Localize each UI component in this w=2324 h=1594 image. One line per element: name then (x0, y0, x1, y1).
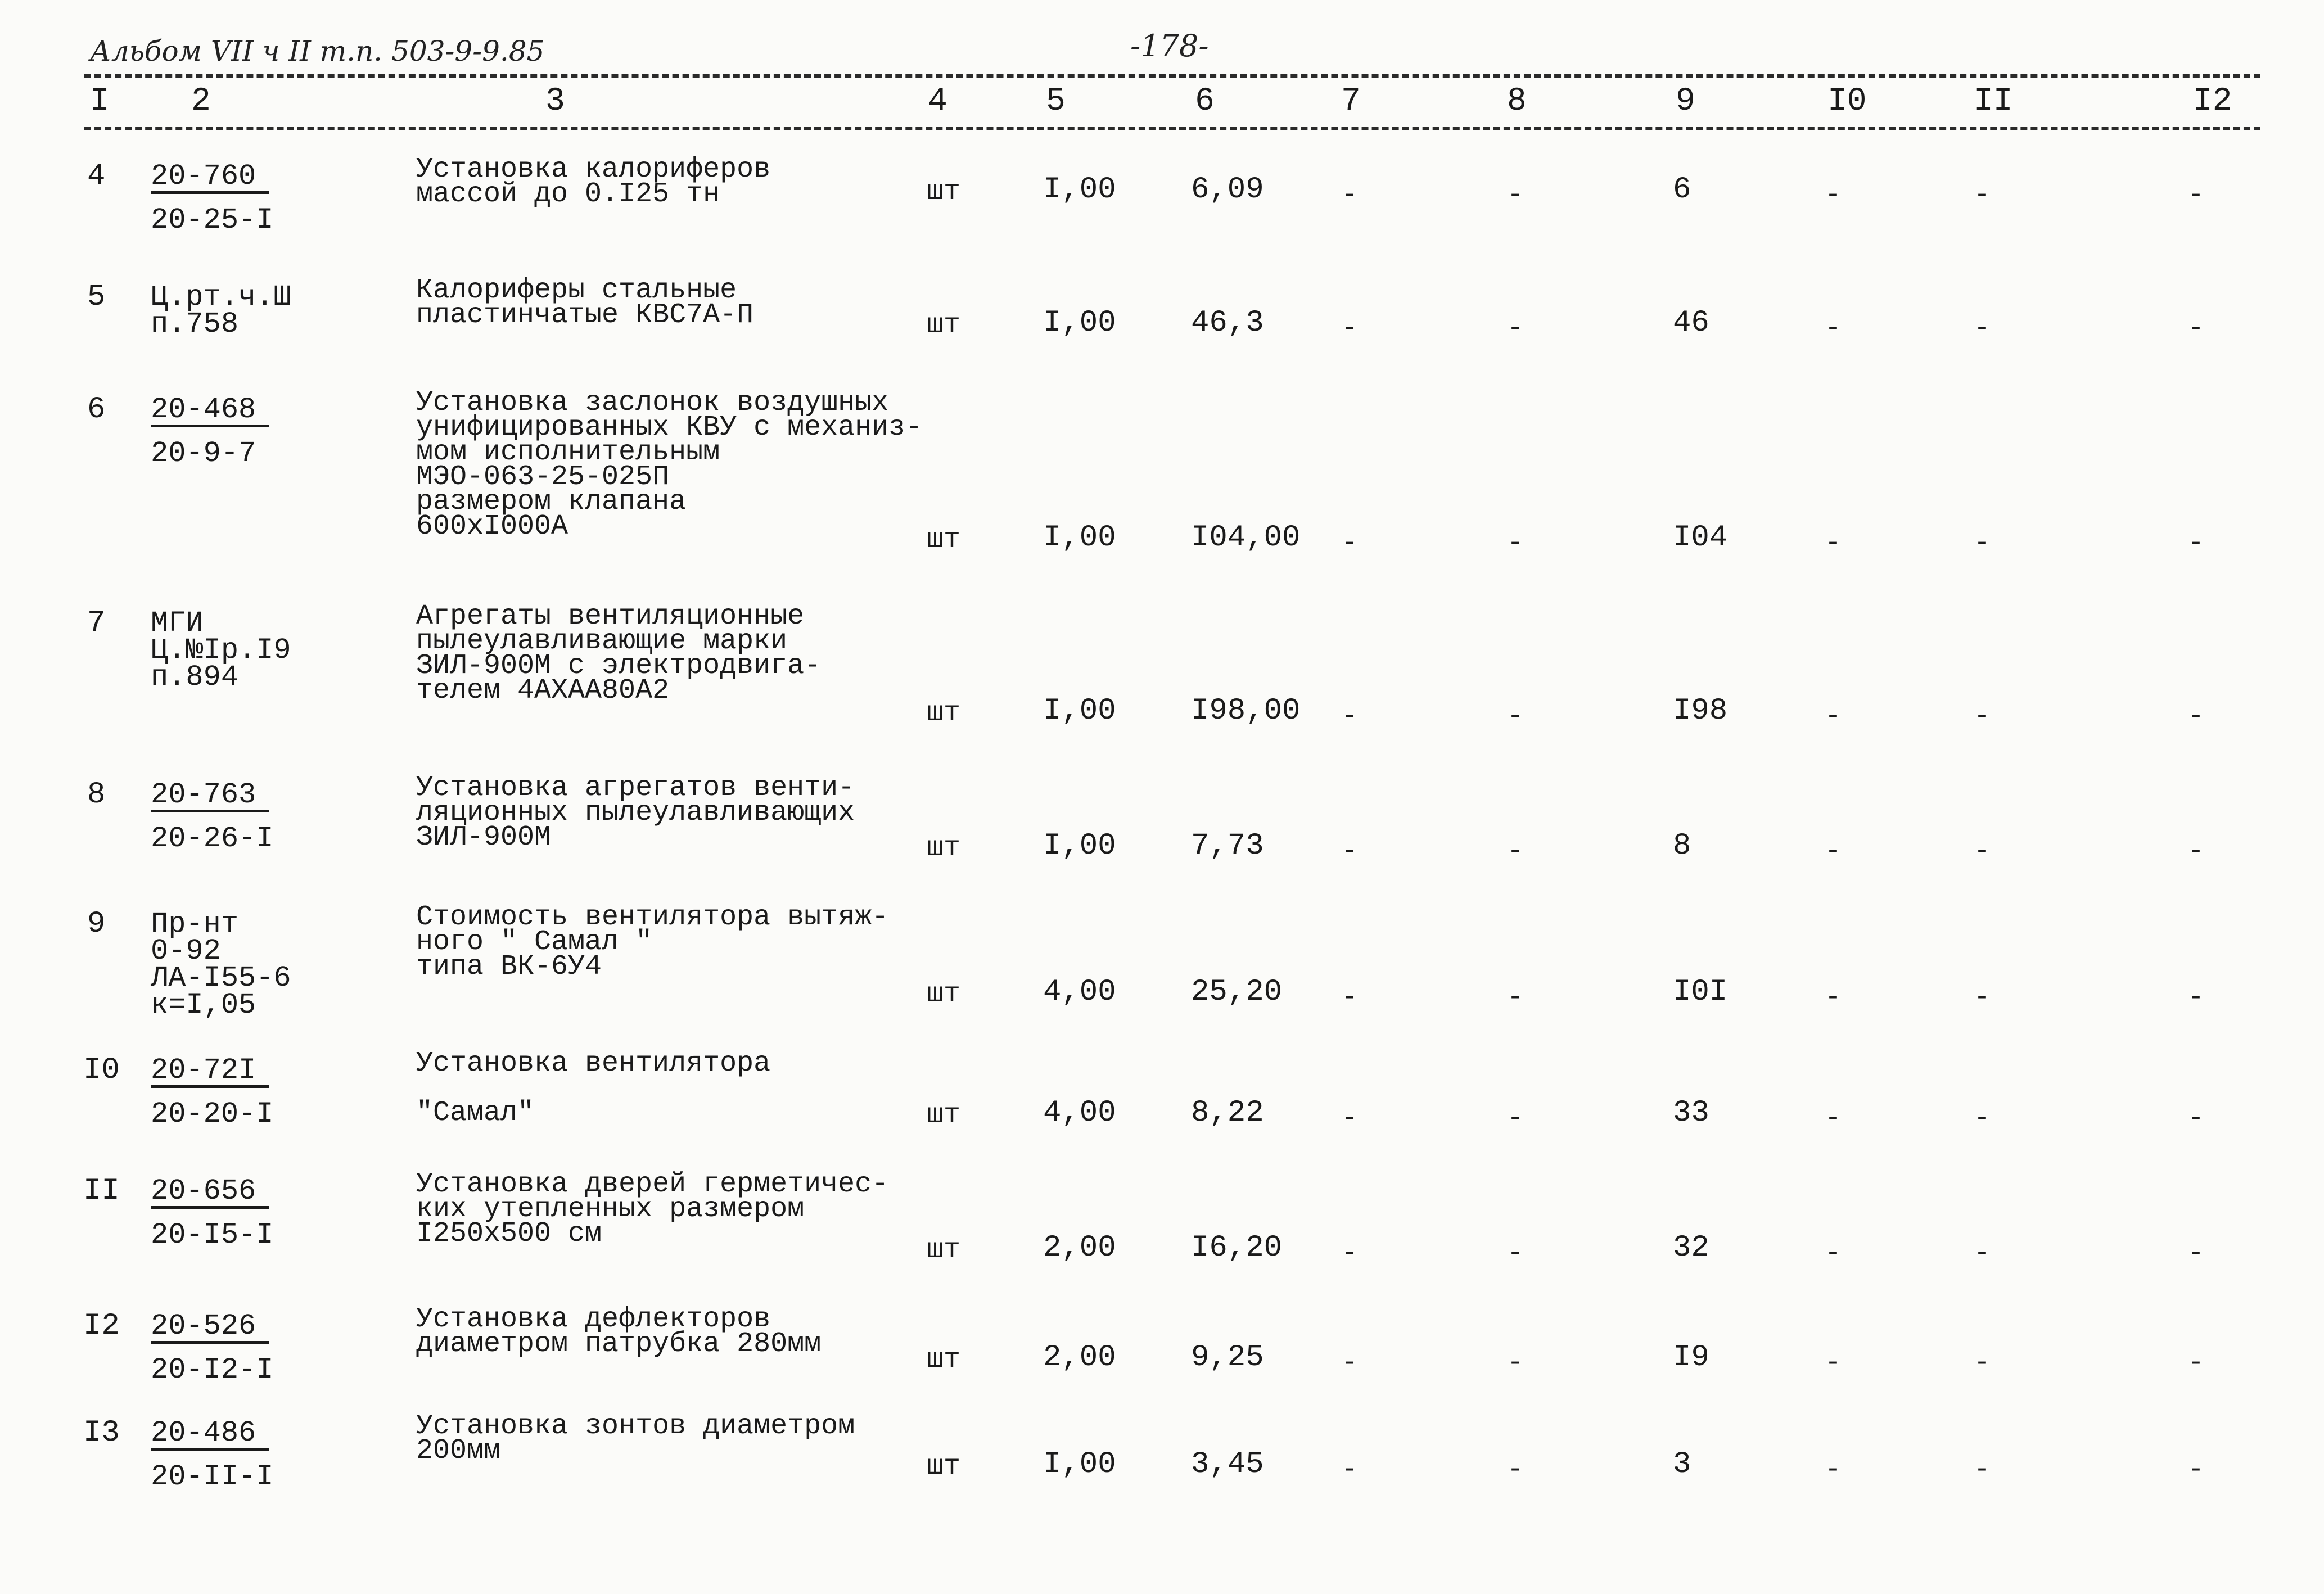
column-header-1: I (90, 83, 110, 120)
empty-value-c7: - (1341, 313, 1359, 345)
unit: шт (927, 1234, 961, 1266)
quantity: 4,00 (1043, 1096, 1116, 1130)
page-number: -178- (1130, 28, 1209, 64)
work-description: Стоимость вентилятора вытяж- ного " Самал " типа ВК-6У4 (416, 901, 889, 983)
total-value: I0I (1673, 975, 1728, 1009)
quantity: I,00 (1043, 694, 1116, 728)
empty-value-c8: - (1507, 1347, 1524, 1379)
column-header-8: 8 (1507, 83, 1527, 120)
unit-price: 25,20 (1191, 975, 1283, 1009)
column-header-6: 6 (1195, 83, 1215, 120)
empty-value-c8: - (1507, 527, 1524, 559)
unit: шт (927, 176, 961, 208)
unit: шт (927, 1451, 961, 1483)
norm-code: 20-72I (151, 1057, 269, 1088)
empty-value-c11: - (1974, 1347, 1991, 1379)
work-description: Установка дверей герметичес- ких утепленных размером I250х500 см (416, 1168, 889, 1250)
empty-value-c11: - (1974, 836, 1991, 868)
empty-value-c10: - (1825, 1454, 1842, 1486)
total-value: 32 (1673, 1231, 1709, 1265)
unit-price: I04,00 (1191, 521, 1301, 555)
quantity: I,00 (1043, 173, 1116, 207)
unit: шт (927, 978, 961, 1010)
empty-value-c11: - (1974, 701, 1991, 733)
unit: шт (927, 697, 961, 729)
quantity: 4,00 (1043, 975, 1116, 1009)
unit: шт (927, 524, 961, 556)
row-number: 7 (87, 606, 106, 640)
total-value: 8 (1673, 829, 1691, 863)
norm-code: 20-468 (151, 396, 269, 427)
unit-price: 7,73 (1191, 829, 1264, 863)
norm-code: 20-656 (151, 1178, 269, 1209)
empty-value-c8: - (1507, 313, 1524, 345)
norm-code: МГИ Ц.№Iр.I9 п.894 (151, 607, 291, 694)
norm-code-secondary: 20-I2-I (151, 1353, 274, 1387)
norm-code-secondary: 20-I5-I (151, 1218, 274, 1252)
column-header-2: 2 (191, 83, 211, 120)
empty-value-c12: - (2187, 527, 2205, 559)
empty-value-c8: - (1507, 1454, 1524, 1486)
empty-value-c12: - (2187, 982, 2205, 1014)
norm-code-secondary: 20-9-7 (151, 437, 256, 470)
work-description: Установка дефлекторов диаметром патрубка 280мм (416, 1303, 822, 1360)
total-value: I04 (1673, 521, 1728, 555)
norm-code: 20-760 (151, 163, 269, 194)
empty-value-c12: - (2187, 836, 2205, 868)
empty-value-c10: - (1825, 179, 1842, 211)
work-description: Агрегаты вентиляционные пылеулавливающие марки ЗИЛ-900М с электродвига- телем 4АХАА80А2 (416, 600, 822, 707)
work-description: Установка калориферов массой до 0.I25 тн (416, 153, 771, 210)
row-number: I0 (83, 1053, 120, 1087)
norm-code-secondary: 20-20-I (151, 1098, 274, 1131)
column-header-10: I0 (1827, 83, 1867, 120)
column-header-12: I2 (2193, 83, 2232, 120)
empty-value-c11: - (1974, 527, 1991, 559)
column-header-4: 4 (928, 83, 947, 120)
quantity: I,00 (1043, 1447, 1116, 1482)
column-header-7: 7 (1341, 83, 1361, 120)
empty-value-c11: - (1974, 1103, 1991, 1135)
row-number: I2 (83, 1309, 120, 1343)
row-number: 4 (87, 159, 106, 193)
unit-price: 3,45 (1191, 1447, 1264, 1482)
empty-value-c8: - (1507, 1238, 1524, 1270)
unit: шт (927, 309, 961, 341)
empty-value-c12: - (2187, 701, 2205, 733)
norm-code: 20-486 (151, 1420, 269, 1451)
unit-price: I98,00 (1191, 694, 1301, 728)
empty-value-c7: - (1341, 1347, 1359, 1379)
quantity: I,00 (1043, 521, 1116, 555)
empty-value-c12: - (2187, 1238, 2205, 1270)
quantity: I,00 (1043, 306, 1116, 340)
quantity: 2,00 (1043, 1231, 1116, 1265)
empty-value-c7: - (1341, 701, 1359, 733)
total-value: I98 (1673, 694, 1728, 728)
header-divider-top (84, 74, 2260, 78)
empty-value-c7: - (1341, 982, 1359, 1014)
empty-value-c12: - (2187, 1103, 2205, 1135)
empty-value-c8: - (1507, 1103, 1524, 1135)
empty-value-c10: - (1825, 982, 1842, 1014)
unit: шт (927, 1344, 961, 1376)
row-number: 5 (87, 280, 106, 314)
row-number: 8 (87, 778, 106, 812)
quantity: I,00 (1043, 829, 1116, 863)
work-description: Установка агрегатов венти- ляционных пылеулавливающих ЗИЛ-900М (416, 772, 855, 854)
row-number: 9 (87, 907, 106, 941)
empty-value-c10: - (1825, 313, 1842, 345)
empty-value-c11: - (1974, 313, 1991, 345)
work-description: Установка зонтов диаметром 200мм (416, 1410, 855, 1467)
unit: шт (927, 832, 961, 864)
empty-value-c8: - (1507, 836, 1524, 868)
work-description: Калориферы стальные пластинчатые КВС7А-П (416, 274, 754, 331)
norm-code-secondary: 20-26-I (151, 822, 274, 855)
work-description: Установка вентилятора "Самал" (416, 1047, 771, 1129)
empty-value-c11: - (1974, 1238, 1991, 1270)
quantity: 2,00 (1043, 1340, 1116, 1375)
column-header-5: 5 (1046, 83, 1066, 120)
total-value: 33 (1673, 1096, 1709, 1130)
column-header-11: II (1974, 83, 2013, 120)
empty-value-c8: - (1507, 179, 1524, 211)
norm-code: 20-763 (151, 782, 269, 812)
norm-code-secondary: 20-25-I (151, 204, 274, 237)
unit-price: 9,25 (1191, 1340, 1264, 1375)
norm-code: 20-526 (151, 1313, 269, 1344)
norm-code-secondary: 20-II-I (151, 1460, 274, 1493)
total-value: I9 (1673, 1340, 1709, 1375)
empty-value-c7: - (1341, 836, 1359, 868)
work-description: Установка заслонок воздушных унифицированных КВУ с механиз- мом исполнительным МЭО-063-25-025П размером клапана 600хI000А (416, 387, 923, 543)
empty-value-c10: - (1825, 836, 1842, 868)
empty-value-c11: - (1974, 179, 1991, 211)
empty-value-c11: - (1974, 982, 1991, 1014)
empty-value-c10: - (1825, 1238, 1842, 1270)
empty-value-c7: - (1341, 179, 1359, 211)
empty-value-c8: - (1507, 982, 1524, 1014)
empty-value-c12: - (2187, 179, 2205, 211)
empty-value-c7: - (1341, 1238, 1359, 1270)
unit-price: 46,3 (1191, 306, 1264, 340)
header-divider-bottom (84, 127, 2260, 130)
empty-value-c12: - (2187, 1454, 2205, 1486)
unit-price: 6,09 (1191, 173, 1264, 207)
empty-value-c8: - (1507, 701, 1524, 733)
column-header-3: 3 (545, 83, 565, 120)
row-number: I3 (83, 1416, 120, 1450)
empty-value-c7: - (1341, 1103, 1359, 1135)
empty-value-c10: - (1825, 1103, 1842, 1135)
empty-value-c10: - (1825, 527, 1842, 559)
empty-value-c7: - (1341, 527, 1359, 559)
total-value: 6 (1673, 173, 1691, 207)
empty-value-c10: - (1825, 701, 1842, 733)
total-value: 46 (1673, 306, 1709, 340)
row-number: II (83, 1174, 120, 1208)
column-header-9: 9 (1676, 83, 1695, 120)
empty-value-c10: - (1825, 1347, 1842, 1379)
unit: шт (927, 1099, 961, 1131)
total-value: 3 (1673, 1447, 1691, 1482)
empty-value-c12: - (2187, 313, 2205, 345)
row-number: 6 (87, 392, 106, 427)
empty-value-c12: - (2187, 1347, 2205, 1379)
unit-price: I6,20 (1191, 1231, 1283, 1265)
album-reference: Альбом VII ч II т.п. 503-9-9.85 (90, 35, 545, 67)
unit-price: 8,22 (1191, 1096, 1264, 1130)
empty-value-c7: - (1341, 1454, 1359, 1486)
empty-value-c11: - (1974, 1454, 1991, 1486)
norm-code: Пр-нт 0-92 ЛА-I55-6 к=I,05 (151, 907, 291, 1022)
norm-code: Ц.рт.ч.Ш п.758 (151, 281, 291, 341)
